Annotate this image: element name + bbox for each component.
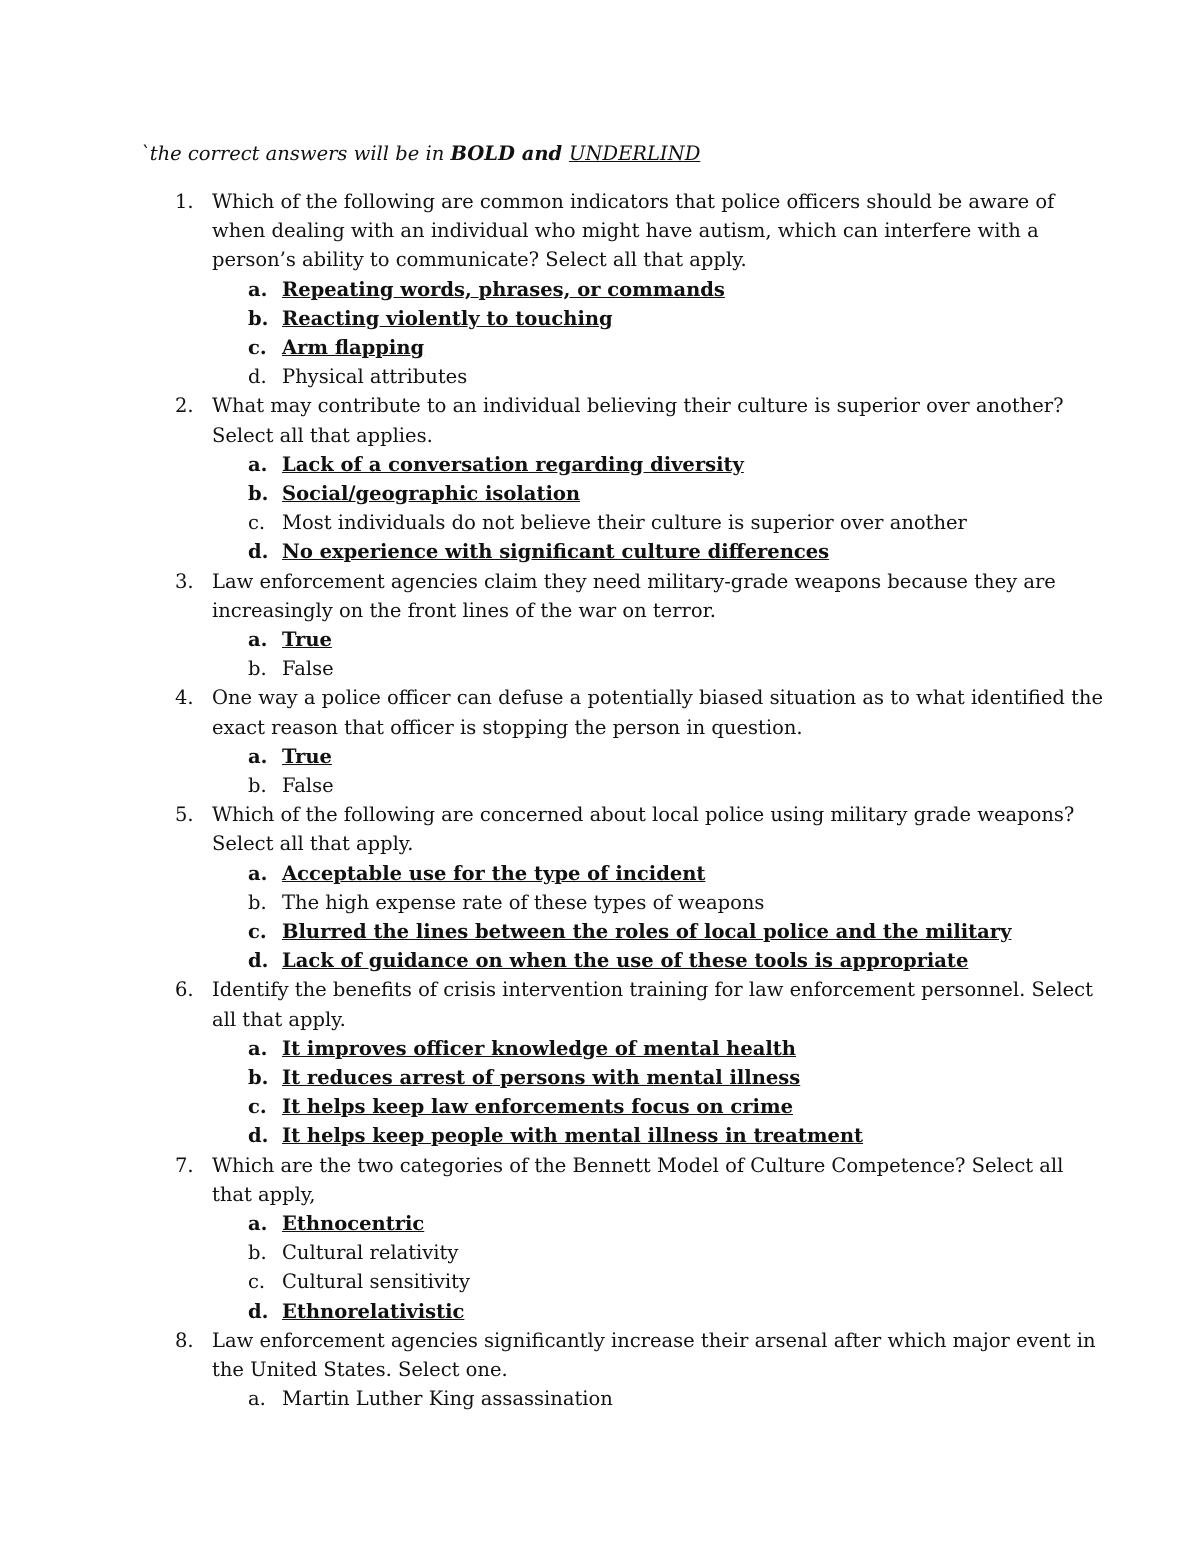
question-text: that apply, — [212, 1182, 316, 1206]
question-text: What may contribute to an individual believing their culture is superior over another? — [212, 394, 1064, 418]
correct-answer-option: It reduces arrest of persons with mental illness — [282, 1066, 801, 1089]
instructions-line — [140, 142, 700, 165]
question-number: 2. — [175, 394, 194, 418]
answer-option: Cultural sensitivity — [282, 1270, 471, 1294]
question-number: 4. — [175, 686, 194, 710]
answer-option: False — [282, 657, 334, 681]
option-letter: d. — [248, 365, 267, 389]
correct-answer-option: True — [282, 628, 332, 651]
correct-answer-option: Arm flapping — [282, 336, 425, 359]
correct-answer-option: Acceptable use for the type of incident — [282, 861, 706, 885]
question-text: Law enforcement agencies claim they need military-grade weapons because they are — [212, 569, 1056, 593]
option-letter: d. — [248, 1124, 269, 1148]
option-letter: d. — [248, 1299, 269, 1323]
instructions-underlined: UNDERLIND — [568, 142, 701, 165]
option-letter: c. — [248, 511, 266, 535]
answer-option: The high expense rate of these types of weapons — [282, 890, 765, 914]
question-text: Law enforcement agencies significantly increase their arsenal after which major event in — [212, 1328, 1096, 1352]
option-letter: a. — [248, 1036, 268, 1060]
question-text: Which are the two categories of the Bennett Model of Culture Competence? Select all — [212, 1153, 1064, 1177]
question-text: Select all that apply. — [212, 832, 414, 856]
correct-answer-option: Repeating words, phrases, or commands — [282, 277, 725, 301]
correct-answer-option: Lack of guidance on when the use of these tools is appropriate — [282, 949, 969, 973]
correct-answer-option: Ethnorelativistic — [282, 1299, 465, 1323]
correct-answer-option: Blurred the lines between the roles of local police and the military — [282, 920, 1012, 943]
correct-answer-option: It improves officer knowledge of mental health — [282, 1036, 796, 1060]
question-number: 1. — [175, 190, 194, 213]
option-letter: b. — [248, 306, 269, 330]
question-number: 7. — [175, 1153, 194, 1177]
option-letter: c. — [248, 1095, 267, 1119]
option-letter: b. — [248, 774, 267, 797]
question-text: exact reason that officer is stopping the person in question. — [212, 715, 803, 739]
answer-option: Physical attributes — [282, 365, 468, 389]
option-letter: c. — [248, 1270, 266, 1294]
question-number: 8. — [175, 1328, 194, 1352]
option-letter: d. — [248, 540, 269, 564]
option-letter: a. — [248, 744, 268, 768]
option-letter: c. — [248, 336, 267, 359]
answer-option: False — [282, 774, 334, 797]
question-text: Which of the following are concerned about local police using military grade weapons? — [212, 803, 1075, 827]
answer-option: Most individuals do not believe their culture is superior over another — [282, 511, 967, 535]
option-letter: b. — [248, 482, 269, 505]
option-letter: a. — [248, 452, 268, 476]
option-letter: b. — [248, 1066, 269, 1089]
correct-answer-option: Ethnocentric — [282, 1212, 425, 1235]
option-letter: a. — [248, 1212, 268, 1235]
answer-option: Martin Luther King assassination — [282, 1387, 613, 1411]
option-letter: b. — [248, 890, 267, 914]
option-letter: a. — [248, 628, 268, 651]
question-text: all that apply. — [212, 1007, 346, 1031]
correct-answer-option: Lack of a conversation regarding diversity — [282, 452, 744, 476]
answer-option: Cultural relativity — [282, 1241, 459, 1265]
question-text: person’s ability to communicate? Select all that apply. — [212, 248, 747, 272]
option-letter: d. — [248, 949, 269, 973]
option-letter: a. — [248, 1387, 266, 1411]
question-number: 6. — [175, 978, 194, 1002]
option-letter: a. — [248, 277, 268, 301]
option-letter: a. — [248, 861, 268, 885]
option-letter: b. — [248, 1241, 267, 1265]
correct-answer-option: Reacting violently to touching — [282, 306, 613, 330]
option-letter: b. — [248, 657, 267, 681]
option-letter: c. — [248, 920, 267, 943]
question-text: Select all that applies. — [212, 423, 433, 447]
question-text: Identify the benefits of crisis intervention training for law enforcement personnel. Select — [212, 978, 1093, 1002]
question-text: when dealing with an individual who might have autism, which can interfere with a — [212, 219, 1039, 243]
instructions-prefix: `the correct answers will be in — [140, 142, 451, 165]
correct-answer-option: No experience with significant culture differences — [282, 540, 830, 564]
question-text: Which of the following are common indicators that police officers should be aware of — [212, 190, 1055, 213]
correct-answer-option: It helps keep law enforcements focus on crime — [282, 1095, 793, 1119]
instructions-bold: BOLD and — [450, 142, 569, 165]
question-text: increasingly on the front lines of the war on terror. — [212, 598, 716, 622]
correct-answer-option: Social/geographic isolation — [282, 482, 581, 505]
question-text: the United States. Select one. — [212, 1358, 508, 1381]
question-number: 5. — [175, 803, 194, 827]
question-number: 3. — [175, 569, 194, 593]
correct-answer-option: It helps keep people with mental illness in treatment — [282, 1124, 864, 1148]
correct-answer-option: True — [282, 744, 332, 768]
question-text: One way a police officer can defuse a potentially biased situation as to what identified the — [212, 686, 1104, 710]
